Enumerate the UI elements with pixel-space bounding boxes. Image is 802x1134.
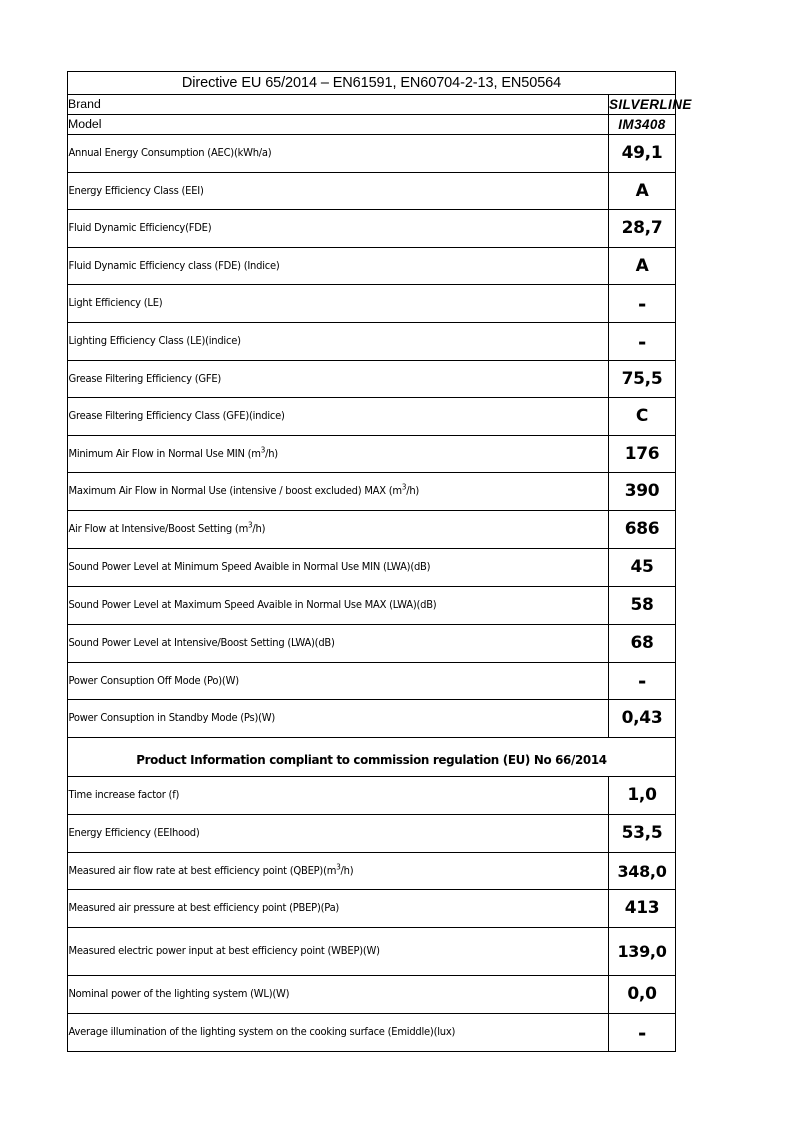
- table-row: [68, 587, 676, 625]
- spec-value: -: [609, 663, 676, 700]
- directive-header-cell: [68, 72, 676, 95]
- spec-label: Energy Efficiency (EEIhood): [68, 815, 577, 853]
- spec-label: Sound Power Level at Maximum Speed Avaible in Normal Use MAX (LWA)(dB): [68, 587, 577, 625]
- table-row: [68, 135, 676, 173]
- section-banner-row: [68, 738, 676, 777]
- spec-label: Grease Filtering Efficiency (GFE): [68, 361, 577, 398]
- spec-label: Measured air pressure at best efficiency point (PBEP)(Pa): [68, 890, 577, 928]
- spec-label: Lighting Efficiency Class (LE)(indice): [68, 323, 577, 361]
- spec-value: 75,5: [609, 361, 676, 398]
- spec-value: 58: [609, 587, 676, 625]
- section-banner-text: Product Information compliant to commission regulation (EU) No 66/2014: [136, 752, 607, 767]
- spec-value: 176: [609, 436, 676, 473]
- spec-label: Light Efficiency (LE): [68, 285, 577, 323]
- spec-value: 49,1: [609, 135, 676, 173]
- spec-label: Fluid Dynamic Efficiency(FDE): [68, 210, 577, 248]
- table-row: [68, 625, 676, 663]
- spec-label: Time increase factor (f): [68, 777, 577, 815]
- spec-value: -: [609, 1014, 676, 1052]
- brand-row: [68, 95, 676, 115]
- table-row: [68, 928, 676, 976]
- model-row: [68, 115, 676, 135]
- spec-value: -: [609, 285, 676, 323]
- spec-value: A: [609, 173, 676, 210]
- table-row: [68, 549, 676, 587]
- spec-value: 390: [609, 473, 676, 511]
- table-row: [68, 210, 676, 248]
- spec-value: 686: [609, 511, 676, 549]
- brand-value: SILVERLINE: [609, 95, 676, 115]
- model-value: IM3408: [609, 115, 676, 135]
- brand-label: Brand: [68, 95, 609, 115]
- table-row: [68, 976, 676, 1014]
- model-label: Model: [68, 115, 609, 135]
- spec-value: -: [609, 323, 676, 361]
- spec-sheet: [67, 71, 692, 1052]
- spec-label: Minimum Air Flow in Normal Use MIN $(m^3/h)$: [68, 436, 577, 473]
- spec-label: Sound Power Level at Minimum Speed Avaible in Normal Use MIN (LWA)(dB): [68, 549, 577, 587]
- table-row: [68, 436, 676, 473]
- spec-value: A: [609, 248, 676, 285]
- spec-label: Measured air flow rate at best efficiency point $(QBEP)(m^3/h)$: [68, 853, 577, 890]
- spec-label: Air Flow at Intensive/Boost Setting $(m^3/h)$: [68, 511, 577, 549]
- spec-label: Grease Filtering Efficiency Class (GFE)(indice): [68, 398, 577, 436]
- table-row: [68, 361, 676, 398]
- table-row: [68, 700, 676, 738]
- spec-label: Measured electric power input at best efficiency point (WBEP)(W): [68, 928, 577, 976]
- spec-label: Maximum Air Flow in Normal Use (intensive / boost excluded) MAX $(m^3/h)$: [68, 473, 577, 511]
- spec-value: 413: [609, 890, 676, 928]
- table-row: [68, 173, 676, 210]
- spec-value: 348,0: [609, 853, 676, 890]
- spec-value: 1,0: [609, 777, 676, 815]
- table-row: [68, 663, 676, 700]
- spec-value: 68: [609, 625, 676, 663]
- spec-label: Power Consuption in Standby Mode (Ps)(W): [68, 700, 577, 738]
- table-body: [67, 72, 692, 1052]
- table-row: [68, 890, 676, 928]
- spec-value: C: [609, 398, 676, 436]
- spec-label: Sound Power Level at Intensive/Boost Setting (LWA)(dB): [68, 625, 577, 663]
- table-row: [68, 511, 676, 549]
- spec-value: 0,43: [609, 700, 676, 738]
- table-row: [68, 815, 676, 853]
- spec-label: Nominal power of the lighting system (WL)(W): [68, 976, 577, 1014]
- spec-value: 0,0: [609, 976, 676, 1014]
- spec-value: 139,0: [609, 928, 676, 976]
- spec-label: Energy Efficiency Class (EEI): [68, 173, 577, 210]
- table-row: [68, 777, 676, 815]
- table-row: [68, 853, 676, 890]
- table-row: [68, 473, 676, 511]
- spec-value: 53,5: [609, 815, 676, 853]
- spec-label: Power Consuption Off Mode (Po)(W): [68, 663, 577, 700]
- table-row: [68, 1014, 676, 1052]
- spec-value: 28,7: [609, 210, 676, 248]
- product-fiche-table: [67, 71, 692, 1052]
- spec-label: Average illumination of the lighting system on the cooking surface (Emiddle)(lux): [68, 1014, 577, 1052]
- directive-header-row: [68, 72, 676, 95]
- section-banner-cell: [68, 738, 676, 777]
- table-row: [68, 285, 676, 323]
- spec-value: 45: [609, 549, 676, 587]
- table-row: [68, 323, 676, 361]
- spec-label: Annual Energy Consumption (AEC)(kWh/a): [68, 135, 577, 173]
- directive-header-text: Directive EU 65/2014 – EN61591, EN60704-2-13, EN50564: [181, 75, 562, 91]
- table-row: [68, 398, 676, 436]
- spec-label: Fluid Dynamic Efficiency class (FDE) (Indice): [68, 248, 577, 285]
- table-row: [68, 248, 676, 285]
